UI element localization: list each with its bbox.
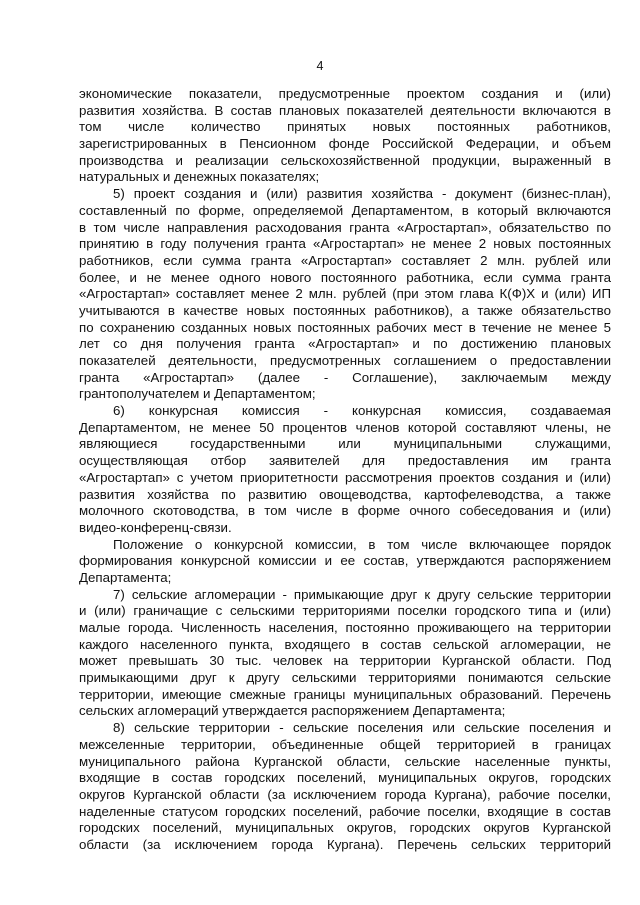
paragraph: [79, 403, 611, 537]
text-line: наделенные статусом городских поселений, рабочие поселки, входящие в состав: [79, 803, 611, 819]
text-line: 6) конкурсная комиссия - конкурсная комиссия, создаваемая: [113, 403, 611, 419]
text-line: более, и не менее одного нового постоянного работника, если сумма гранта: [79, 269, 611, 285]
paragraph: [79, 86, 611, 186]
text-line: развития хозяйства. В состав плановых показателей деятельности включаются в: [79, 102, 611, 118]
text-line: примыкающими друг к другу сельскими территориями понимаются сельские: [79, 670, 611, 686]
text-line: видео-конференц-связи.: [79, 519, 232, 535]
text-line: показателей деятельности, предусмотренных соглашением о предоставлении: [79, 353, 611, 368]
text-line: каждого населенного пункта, входящего в состав сельской агломерации, не: [79, 636, 611, 652]
text-line: составленный по форме, определяемой Департаментом, в который включаются: [79, 202, 611, 218]
text-line: учитываются в качестве новых постоянных работников), а также обязательство: [79, 302, 611, 318]
text-line: принятию в году получения гранта «Агростартап» не менее 2 новых постоянных: [79, 236, 611, 252]
text-line: 8) сельские территории - сельские поселения или сельские поселения и: [113, 720, 611, 736]
text-line: в том числе направления расходования гранта «Агростартап», обязательство по: [79, 219, 611, 235]
text-line: развития хозяйства по развитию овощеводства, картофелеводства, а также: [79, 486, 611, 502]
text-line: осуществляющая отбор заявителей для предоставления им гранта: [79, 453, 611, 469]
text-line: экономические показатели, предусмотренные проектом создания и (или): [79, 86, 611, 101]
text-line: производства и реализации сельскохозяйственной продукции, выраженный в: [79, 152, 611, 168]
text-line: малые города. Численность населения, постоянно проживающего на территории: [79, 620, 611, 635]
text-line: межселенные территории, объединенные общей территорией в границах: [79, 736, 611, 752]
text-line: может превышать 30 тыс. человек на территории Курганской области. Под: [79, 653, 611, 669]
text-line: территории, имеющие смежные границы муниципальных образований. Перечень: [79, 686, 611, 702]
text-line: Положение о конкурсной комиссии, в том числе включающее порядок: [113, 536, 611, 552]
text-line: являющиеся государственными или муниципальными служащими,: [79, 436, 611, 452]
text-line: «Агростартап» составляет менее 2 млн. рублей (при этом глава К(Ф)Х и (или) ИП: [79, 286, 611, 302]
text-line: сельских агломераций утверждается распоряжением Департамента;: [79, 703, 506, 719]
text-line: и (или) граничащие с сельскими территориями поселки городского типа и (или): [79, 603, 611, 619]
document-body: [79, 86, 611, 854]
text-line: 7) сельские агломерации - примыкающие друг к другу сельские территории: [113, 586, 611, 602]
text-line: области (за исключением города Кургана). Перечень сельских территорий: [79, 836, 611, 852]
text-line: натуральных и денежных показателях;: [79, 169, 320, 185]
text-line: грантополучателем и Департаментом;: [79, 386, 316, 402]
text-line: работников, если сумма гранта «Агростартап» составляет 2 млн. рублей или: [79, 252, 611, 268]
text-line: Департамента;: [79, 569, 172, 585]
paragraph: [79, 186, 611, 403]
text-line: гранта «Агростартап» (далее - Соглашение), заключаемым между: [79, 369, 611, 385]
text-line: лет со дня получения гранта «Агростартап» и по достижению плановых: [79, 336, 611, 352]
text-line: по сохранению созданных новых постоянных рабочих мест в течение не менее 5: [79, 319, 611, 335]
text-line: Департаментом, не менее 50 процентов членов которой составляют члены, не: [79, 419, 611, 435]
text-line: муниципального района Курганской области, сельские населенные пункты,: [79, 753, 611, 769]
paragraph: [79, 720, 611, 854]
paragraph: [79, 587, 611, 721]
text-line: округов Курганской области (за исключением города Кургана), рабочие поселки,: [79, 786, 611, 802]
text-line: входящие в состав городских поселений, муниципальных округов, городских: [79, 770, 611, 786]
text-line: молочного скотоводства, в том числе в форме очного собеседования и (или): [79, 503, 611, 519]
text-line: том числе количество принятых новых постоянных работников,: [79, 119, 611, 135]
text-line: формирования конкурсной комиссии и ее состав, утверждаются распоряжением: [79, 553, 611, 569]
text-line: зарегистрированных в Пенсионном фонде Российской Федерации, и объем: [79, 136, 611, 152]
text-line: городских поселений, муниципальных округов, городских округов Курганской: [79, 820, 611, 836]
text-line: «Агростартап» с учетом приоритетности рассмотрения проектов создания и (или): [79, 469, 611, 485]
paragraph: [79, 537, 611, 587]
page-number: 4: [316, 59, 324, 73]
text-line: 5) проект создания и (или) развития хозяйства - документ (бизнес-план),: [113, 186, 611, 202]
